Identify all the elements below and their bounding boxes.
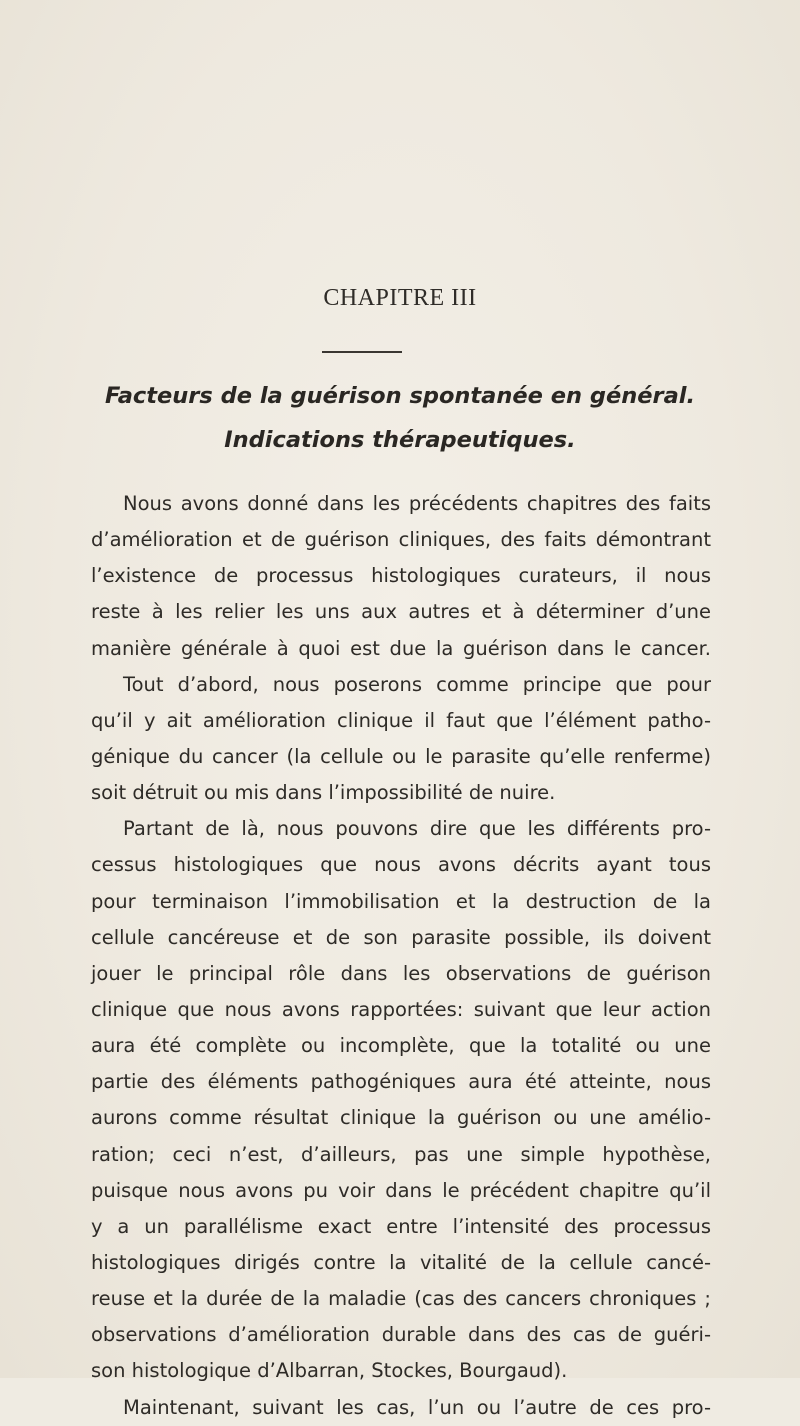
text-line: ration; ceci n’est, d’ailleurs, pas une simple hypothèse, [91, 1142, 711, 1166]
text-line: Maintenant, suivant les cas, l’un ou l’autre de ces pro- [123, 1395, 711, 1419]
body-paragraphs [91, 486, 711, 1426]
text-line: qu’il y ait amélioration clinique il faut que l’élément patho- [91, 708, 711, 732]
text-line: y a un parallélisme exact entre l’intensité des processus [91, 1214, 711, 1238]
text-line: reuse et la durée de la maladie (cas des cancers chroniques ; [91, 1287, 711, 1311]
text-line: soit détruit ou mis dans l’impossibilité de nuire. [91, 781, 556, 805]
chapter-heading: CHAPITRE III [323, 285, 477, 311]
text-line: son histologique d’Albarran, Stockes, Bourgaud). [91, 1359, 568, 1383]
text-line: jouer le principal rôle dans les observations de guérison [91, 961, 711, 985]
chapter-title-line-2: Indications thérapeutiques. [224, 427, 576, 453]
text-line: puisque nous avons pu voir dans le précédent chapitre qu’il [91, 1178, 711, 1202]
text-line: reste à les relier les uns aux autres et à déterminer d’une [91, 600, 711, 624]
text-line: Partant de là, nous pouvons dire que les différents pro- [123, 817, 711, 841]
text-line: observations d’amélioration durable dans des cas de guéri- [91, 1323, 711, 1347]
text-line: partie des éléments pathogéniques aura été atteinte, nous [91, 1070, 711, 1094]
text-line: génique du cancer (la cellule ou le parasite qu’elle renferme) [91, 744, 711, 768]
text-line: aura été complète ou incomplète, que la totalité ou une [91, 1034, 711, 1058]
text-line: Nous avons donné dans les précédents chapitres des faits [123, 492, 711, 515]
text-line: d’amélioration et de guérison cliniques, des faits démontrant [91, 528, 711, 552]
heading-divider [322, 351, 402, 353]
text-line: clinique que nous avons rapportées: suivant que leur action [91, 997, 711, 1021]
text-line: pour terminaison l’immobilisation et la destruction de la [91, 889, 711, 913]
text-line: Tout d’abord, nous poserons comme principe que pour [123, 672, 711, 696]
text-line: histologiques dirigés contre la vitalité de la cellule cancé- [91, 1250, 711, 1274]
text-line: aurons comme résultat clinique la guérison ou une amélio- [91, 1106, 711, 1130]
text-line: manière générale à quoi est due la guérison dans le cancer. [91, 636, 711, 660]
text-line: cellule cancéreuse et de son parasite possible, ils doivent [91, 925, 711, 949]
text-line: cessus histologiques que nous avons décrits ayant tous [91, 853, 711, 877]
text-line: l’existence de processus histologiques curateurs, il nous [91, 564, 711, 588]
chapter-title-line-1: Facteurs de la guérison spontanée en général. [104, 383, 696, 409]
